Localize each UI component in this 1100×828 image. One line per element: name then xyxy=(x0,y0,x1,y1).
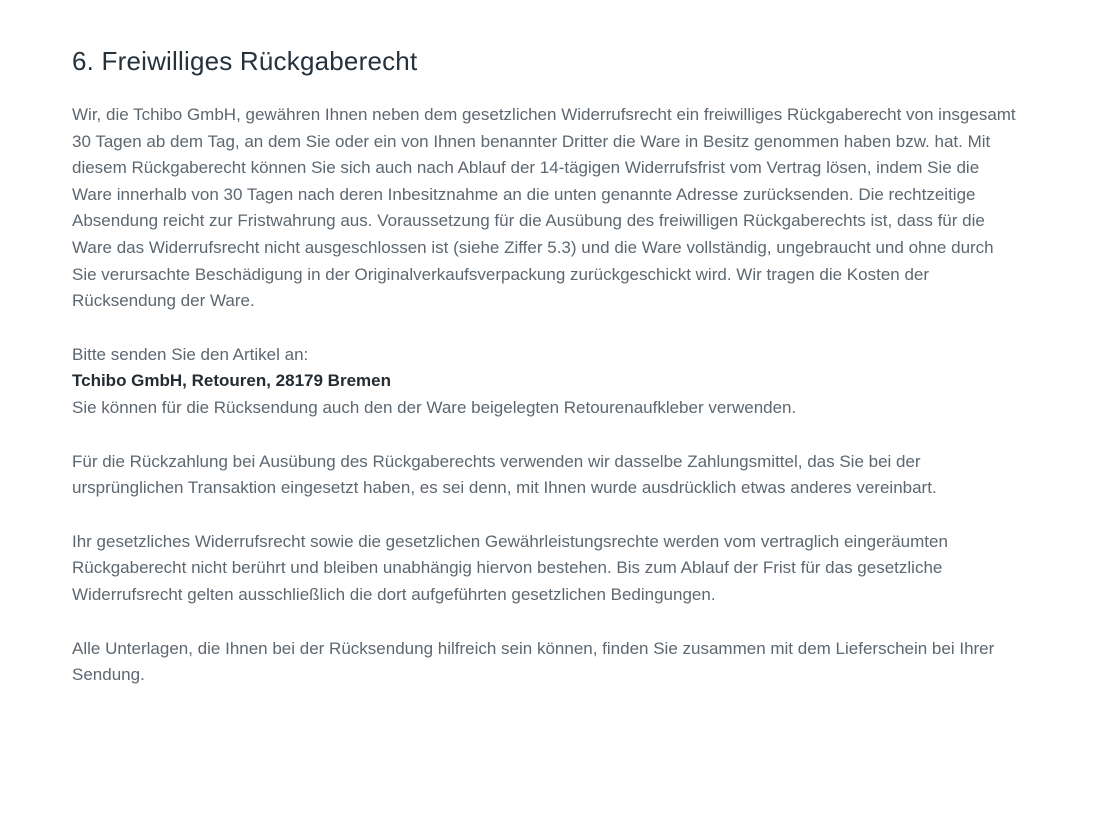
intro-paragraph: Wir, die Tchibo GmbH, gewähren Ihnen neben dem gesetzlichen Widerrufsrecht ein freiwilliges Rückgaberecht von insgesamt 30 Tagen ab dem Tag, an dem Sie oder ein von Ihnen benannter Dritter die Ware in Besitz genommen haben bzw. hat. Mit diesem Rückgaberecht können Sie sich auch nach Ablauf der 14-tägigen Widerrufsfrist vom Vertrag lösen, indem Sie die Ware innerhalb von 30 Tagen nach deren Inbesitznahme an die unten genannte Adresse zurücksenden. Die rechtzeitige Absendung reicht zur Fristwahrung aus. Voraussetzung für die Ausübung des freiwilligen Rückgaberechts ist, dass für die Ware das Widerrufsrecht nicht ausgeschlossen ist (siehe Ziffer 5.3) und die Ware vollständig, ungebraucht und ohne durch Sie verursachte Beschädigung in der Originalverkaufsverpackung zurückgeschickt wird. Wir tragen die Kosten der Rücksendung der Ware. xyxy=(72,105,1016,311)
section-heading: 6. Freiwilliges Rückgaberecht xyxy=(72,46,418,76)
refund-paragraph: Für die Rückzahlung bei Ausübung des Rückgaberechts verwenden wir dasselbe Zahlungsmittel, das Sie bei der ursprünglichen Transaktion eingesetzt haben, es sei denn, mit Ihnen wurde ausdrücklich etwas anderes vereinbart. xyxy=(72,451,937,498)
return-address: Tchibo GmbH, Retouren, 28179 Bremen xyxy=(72,371,391,391)
label-note-line: Sie können für die Rücksendung auch den der Ware beigelegten Retourenaufkleber verwenden. xyxy=(72,397,797,417)
send-intro-line: Bitte senden Sie den Artikel an: xyxy=(72,344,309,364)
return-address-block xyxy=(72,342,1020,422)
statutory-rights-paragraph: Ihr gesetzliches Widerrufsrecht sowie die gesetzlichen Gewährleistungsrechte werden vom vertraglich eingeräumten Rückgaberecht nicht berührt und bleiben unabhängig hiervon bestehen. Bis zum Ablauf der Frist für das gesetzliche Widerrufsrecht gelten ausschließlich die dort aufgeführten gesetzlichen Bedingungen. xyxy=(72,531,948,604)
documents-paragraph: Alle Unterlagen, die Ihnen bei der Rücksendung hilfreich sein können, finden Sie zusammen mit dem Lieferschein bei Ihrer Sendung. xyxy=(72,638,995,685)
